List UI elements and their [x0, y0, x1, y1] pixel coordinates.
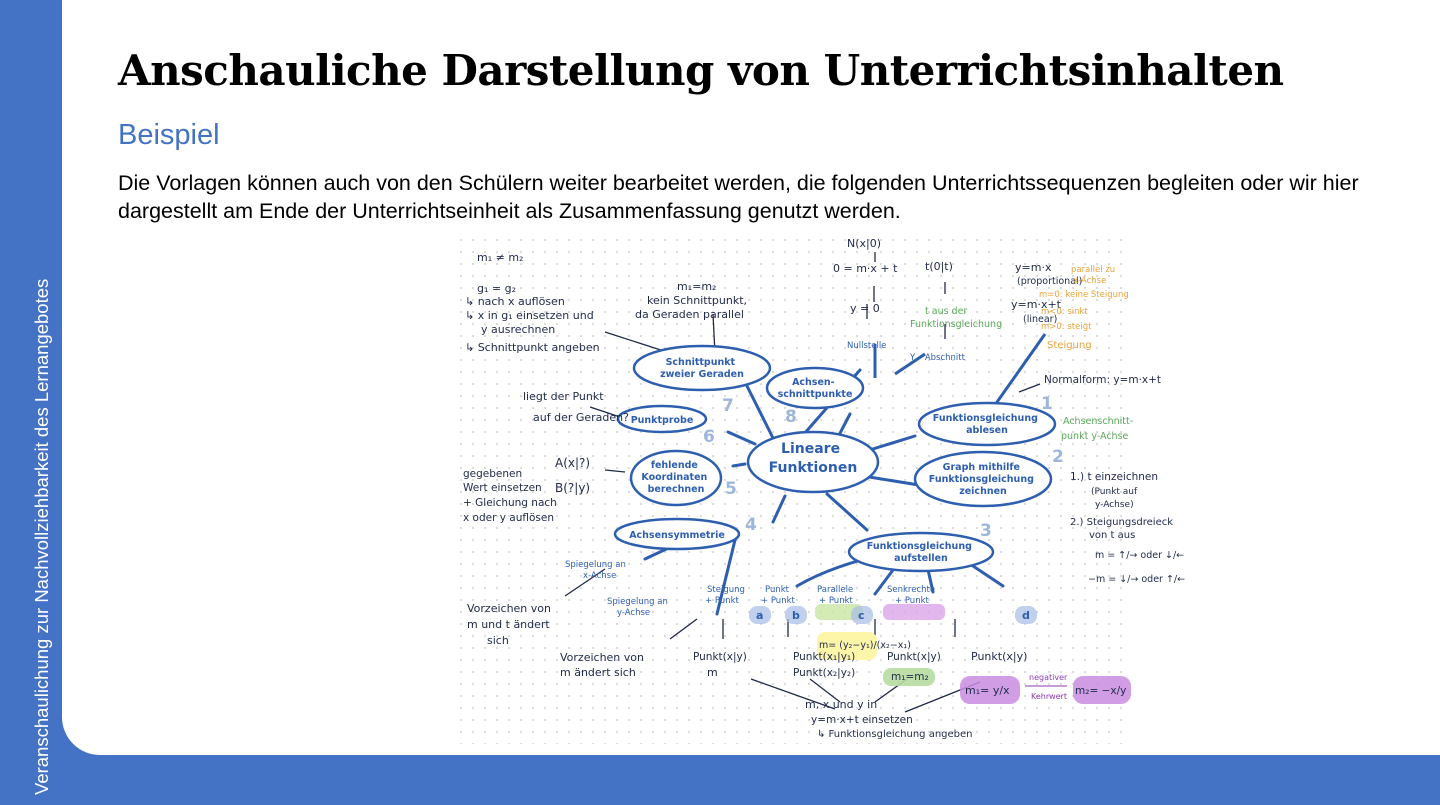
note-plus-pkt-d: + Punkt — [895, 596, 929, 606]
note-t-einz: 1.) t einzeichnen — [1070, 471, 1159, 483]
note-m-zero: m=0: keine Steigung — [1039, 290, 1129, 300]
node-graph: Graph mithilfe Funktionsgleichung zeichnen — [928, 462, 1034, 497]
note-punkt-auf: (Punkt auf — [1091, 487, 1138, 497]
note-y-achse-k: y-Achse) — [1095, 500, 1134, 510]
note-t-aus: t aus der — [925, 306, 968, 317]
note-a-pt: A(x|?) — [555, 456, 591, 470]
sidebar-vertical-title: Veranschaulichung zur Nachvollziehbarkeit des Lernangebotes — [31, 278, 52, 795]
note-steigung: Steigung — [1047, 340, 1092, 351]
note-spieg-y2: y-Achse — [617, 608, 651, 618]
mindmap-image — [455, 234, 1186, 744]
note-gegeben: gegebenen — [463, 468, 523, 480]
note-prop: (proportional) — [1017, 276, 1083, 287]
note-x-achse: x-Achse — [1073, 276, 1107, 286]
note-y-zero: y = 0 — [850, 302, 880, 315]
node-aufstellen-shape — [849, 533, 993, 571]
note-wert: Wert einsetzen — [463, 482, 542, 494]
note-label-b: b — [792, 609, 800, 622]
note-m-eq: m₁=m₂ — [677, 280, 717, 293]
note-plus-pkt-a: + Punkt — [705, 596, 739, 606]
note-punkt-y: punkt y-Achse — [1061, 431, 1129, 442]
node-schnittpunkt: Schnittpunkt zweier Geraden — [660, 357, 744, 380]
note-achsenschnitt: Achsenschnitt- — [1063, 416, 1134, 427]
note-negativer: negativer — [1029, 673, 1068, 682]
note-liegt: liegt der Punkt — [523, 390, 604, 403]
note-steig-pkt: Steigung — [707, 585, 745, 595]
note-pxy-a: Punkt(x|y) — [693, 651, 747, 663]
highlight-senkrechte — [883, 604, 945, 620]
node-achsensym: Achsensymmetrie — [629, 530, 725, 541]
node-number-6: 6 — [703, 427, 715, 447]
note-t-pt: t(0|t) — [925, 260, 953, 273]
node-aufstellen: Funktionsgleichung aufstellen — [866, 541, 972, 564]
note-m2-neg: m₂= −x/y — [1075, 685, 1127, 697]
node-center: Lineare Funktionen — [768, 441, 858, 476]
note-m1-y-x: m₁= y/x — [965, 684, 1010, 697]
note-gleich: + Gleichung nach — [463, 497, 557, 509]
note-p1: Punkt(x₁|y₁) — [793, 651, 856, 663]
node-ablesen: Funktionsgleichung ablesen — [932, 413, 1038, 436]
note-g-eq: g₁ = g₂ — [477, 282, 516, 295]
note-pxy-c: Punkt(x|y) — [887, 651, 941, 663]
node-schnittpunkt-shape — [634, 346, 770, 390]
node-number-7: 7 — [722, 396, 734, 416]
node-achsen-shape — [767, 368, 863, 408]
note-sp-ang: ↳ Schnittpunkt angeben — [465, 341, 600, 354]
mindmap-purple-notes — [1029, 673, 1068, 701]
note-kehrwert: Kehrwert — [1031, 692, 1068, 701]
node-achsen: Achsen- schnittpunkte — [777, 377, 853, 400]
note-m-a: m — [707, 666, 718, 679]
note-spieg-y: Spiegelung an — [607, 597, 668, 607]
note-linear: (linear) — [1023, 314, 1058, 325]
note-kein-sp: kein Schnittpunkt, — [647, 294, 748, 307]
note-steig-dr: 2.) Steigungsdreieck — [1070, 517, 1174, 528]
node-number-1: 1 — [1041, 394, 1053, 414]
note-zero-eq: 0 = m·x + t — [833, 262, 898, 275]
note-y-einsetzen: y=m·x+t einsetzen — [811, 714, 913, 726]
note-da-ger: da Geraden parallel — [635, 308, 744, 321]
slide-canvas — [62, 0, 1440, 755]
slide-subtitle: Beispiel — [118, 119, 220, 151]
note-sich: sich — [487, 634, 509, 647]
note-pxy-d: Punkt(x|y) — [971, 650, 1028, 663]
note-x-in: ↳ x in g₁ einsetzen und — [465, 309, 594, 322]
note-m-formula: m= (y₂−y₁)/(x₂−x₁) — [819, 640, 911, 651]
note-senkrechte: Senkrechte — [887, 585, 936, 595]
note-b-pt: B(?|y) — [555, 481, 591, 495]
note-m-dr2: −m = ↓/→ oder ↑/← — [1088, 574, 1186, 585]
note-m-gt: m>0: steigt — [1041, 322, 1092, 332]
node-number-3: 3 — [980, 521, 992, 541]
node-ablesen-shape — [919, 403, 1055, 445]
note-spieg-x2: x-Achse — [583, 571, 617, 581]
note-x-oder: x oder y auflösen — [463, 512, 555, 524]
note-auf-ger: auf der Geraden? — [533, 411, 629, 424]
node-number-8: 8 — [785, 407, 797, 427]
note-normalform: Normalform: y=m·x+t — [1044, 374, 1162, 386]
note-m-dr1: m = ↑/→ oder ↓/← — [1095, 550, 1185, 561]
node-punktprobe: Punktprobe — [630, 415, 694, 426]
note-label-c: c — [858, 609, 865, 622]
node-number-4: 4 — [745, 515, 757, 535]
note-mxy-in: m, x und y in — [805, 698, 878, 711]
mindmap-svg — [455, 234, 1186, 744]
note-label-a: a — [756, 609, 764, 622]
note-spieg-x: Spiegelung an — [565, 560, 626, 570]
node-number-5: 5 — [725, 479, 737, 499]
note-plus-pkt-b: + Punkt — [761, 596, 795, 606]
note-nach-x: ↳ nach x auflösen — [465, 295, 565, 308]
note-m-und-t: m und t ändert — [467, 618, 550, 631]
note-m-aendert: m ändert sich — [560, 666, 636, 679]
note-y-abs: Y – Abschnitt — [910, 353, 965, 363]
note-y-aus: y ausrechnen — [481, 323, 556, 336]
note-y-mxt: y=m·x+t — [1011, 298, 1061, 311]
note-m-neq: m₁ ≠ m₂ — [477, 251, 524, 264]
note-fkt-gl: Funktionsgleichung — [910, 319, 1003, 330]
mindmap-thin-lines — [875, 334, 1045, 412]
note-y-mx: y=m·x — [1015, 261, 1052, 274]
note-label-d: d — [1022, 609, 1030, 622]
node-number-2: 2 — [1052, 447, 1064, 467]
note-n-pt: N(x|0) — [847, 237, 882, 250]
note-vorz-mt: Vorzeichen von — [467, 602, 551, 615]
note-m1m2: m₁=m₂ — [891, 671, 929, 683]
note-nullstelle: Nullstelle — [847, 341, 887, 351]
note-parallel-x: parallel zu — [1071, 265, 1116, 275]
note-parallele: Parallele — [817, 585, 854, 595]
note-vorz-m: Vorzeichen von — [560, 651, 644, 664]
note-m-lt: m<0: sinkt — [1041, 307, 1088, 317]
slide-body-text: Die Vorlagen können auch von den Schülern weiter bearbeitet werden, die folgenden Unterrichtssequenzen begleiten oder wir hier dargestellt am Ende der Unterrichtseinheit als Zusammenfassung genutzt werden. — [118, 171, 1359, 223]
note-von-t: von t aus — [1089, 530, 1136, 541]
node-fehlende: fehlende Koordinaten berechnen — [641, 460, 708, 495]
slide-title: Anschauliche Darstellung von Unterrichtsinhalten — [118, 46, 1284, 95]
note-fkt-angeben: ↳ Funktionsgleichung angeben — [817, 729, 973, 740]
note-p2: Punkt(x₂|y₂) — [793, 667, 856, 679]
note-plus-pkt-c: + Punkt — [819, 596, 853, 606]
note-punkt-b: Punkt — [765, 585, 790, 595]
